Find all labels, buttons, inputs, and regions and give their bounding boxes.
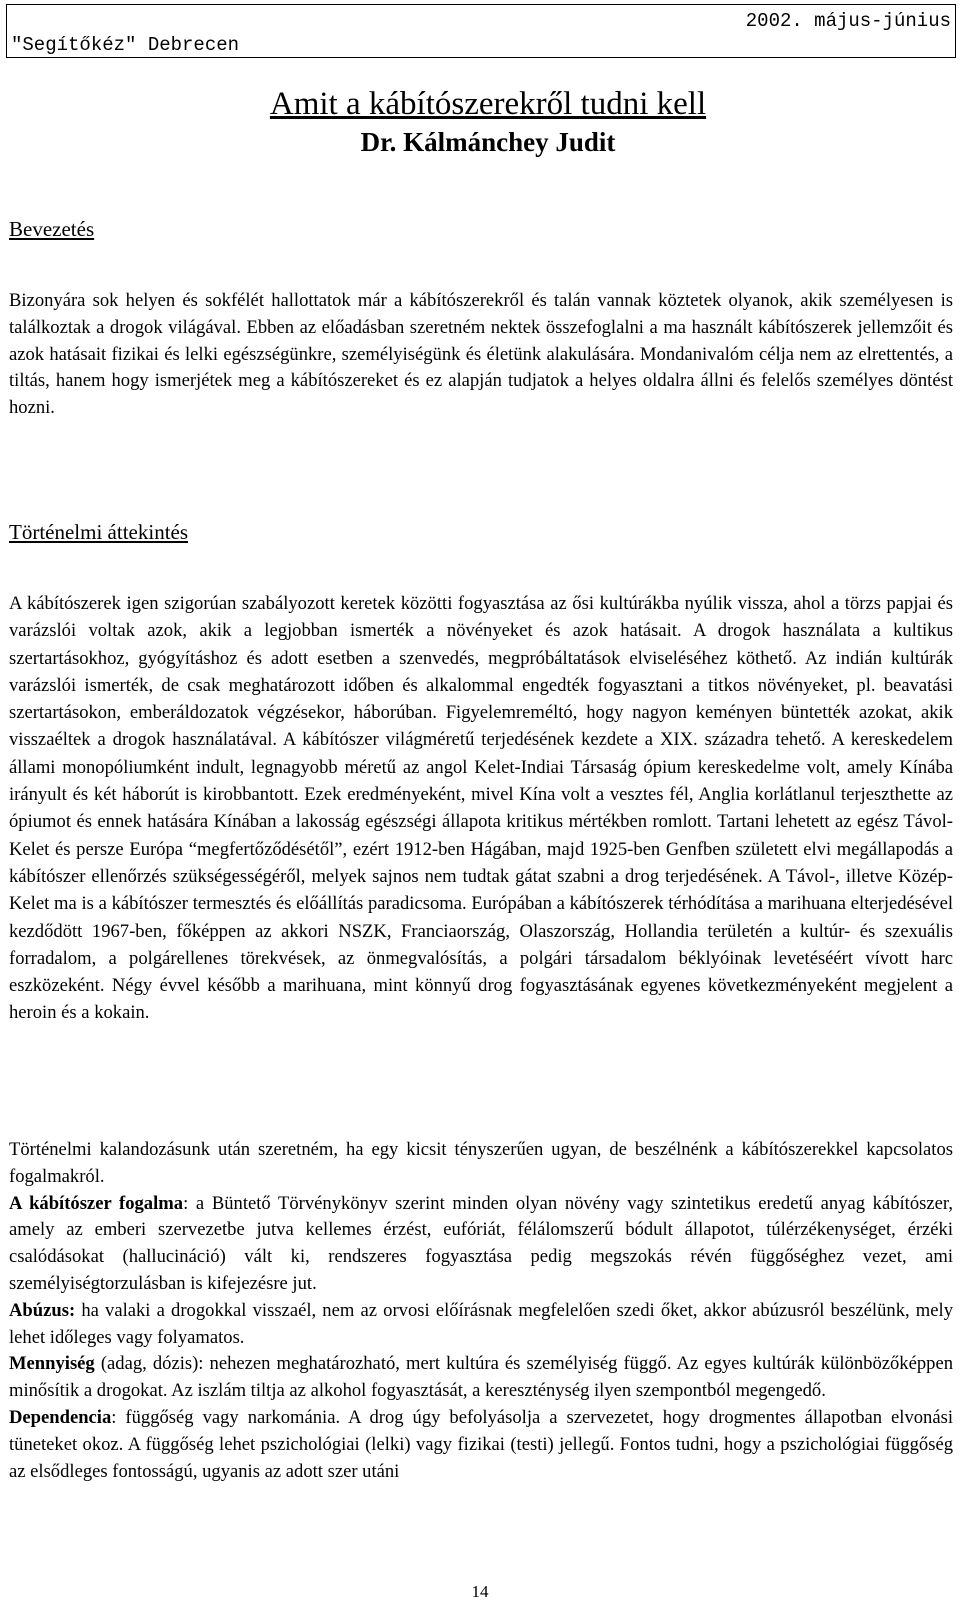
page-number: 14	[471, 1582, 489, 1601]
definition-term: Abúzus:	[9, 1299, 76, 1321]
definition-text: (adag, dózis): nehezen meghatározható, mert kultúra és személyiség függő. Az egyes kultúrák különbözőképpen minősítik a drogokat. Az iszlám tiltja az alkohol fogyasztását, a kereszténység ilyen szempontból megengedő.	[9, 1353, 953, 1402]
definition-term: A kábítószer fogalma	[9, 1192, 184, 1214]
paragraph-history: A kábítószerek igen szigorúan szabályozott keretek közötti fogyasztása az ősi kultúrákba nyúlik vissza, ahol a törzs papjai és varázslói voltak azok, akik a legjobban ismerték a növényeket és azok hatásait. A drogok használata a kultikus szertartásokhoz, gyógyításhoz és adott esetben a szenvedés, megpróbáltatások elviseléséhez köthető. Az indián kultúrák varázslói ismerték, de csak meghatározott időben és alkalommal engedték fogyasztani a titkos növényeket, pl. beavatási szertartásokon, emberáldozatok végzésekor, háborúban. Figyelemreméltó, hogy nagyon keményen büntették azokat, akik visszaéltek a drogok használatával. A kábítószer világméretű terjedésének kezdete a XIX. századra tehető. A kereskedelem állami monopóliumként indult, legnagyobb méretű az angol Kelet-Indiai Társaság ópium kereskedelme volt, amely Kínába irányult és két háborút is kirobbantott. Ezek eredményeként, mivel Kína volt a vesztes fél, Anglia korlátlanul terjeszthette az ópiumot és ennek hatására Kínában a lakosság egészségi állapota kritikus mértékben romlott. Tartani lehetett az egész Távol-Kelet és persze Európa “megfertőződésétől”, ezért 1912-ben Hágában, majd 1925-ben Genfben született elvi megállapodás a kábítószer ellenőrzés szükségességéről, melyek sajnos nem tudtak gátat szabni a drog terjedésének. A Távol-, illetve Közép-Kelet ma is a kábítószer termesztés és előállítás paradicsoma. Európában a kábítószerek térhódítása a marihuana elterjedésével kezdődött 1967-ben, főképpen az akkori NSZK, Franciaország, Olaszország, Hollandia területén a kultúr- és szexuális forradalom, a polgárellenes törekvések, az önmegvalósítás, a polgári társadalom béklyóinak levetéséért vívott harc eszközeként. Négy évvel később a marihuana, mint könnyű drog fogyasztásának egyenes következményeként megjelent a heroin és a kokain.	[9, 593, 953, 1024]
article-author: Dr. Kálmánchey Judit	[360, 127, 616, 157]
article-title: Amit a kábítószerekről tudni kell	[269, 86, 707, 122]
definition-kabitoszer: A kábítószer fogalma: a Büntető Törvénykönyv szerint minden olyan növény vagy szintetikus eredetű anyag kábítószer, amely az emberi szervezetbe jutva kellemes érzést, eufóriát, félálomszerű bódult állapotot, túlérzékenységet, érzéki csalódásokat (hallucináció) vált ki, rendszeres fogyasztása pedig megszokás révén függőséghez vezet, ami személyiségtorzulásban is kifejezésre jut.	[9, 1192, 953, 1294]
title-block	[0, 84, 960, 160]
definition-text: ha valaki a drogokkal visszaél, nem az orvosi előírásnak megfelelően szedi őket, akkor abúzusról beszélünk, mely lehet időleges vagy folyamatos.	[9, 1299, 953, 1348]
paragraph-intro: Bizonyára sok helyen és sokfélét hallottatok már a kábítószerekről és talán vannak köztetek olyanok, akik személyesen is találkoztak a drogok világával. Ebben az előadásban szeretném nektek összefoglalni a ma használt kábítószerek jellemzőit és azok hatásait fizikai és lelki egészségünkre, személyiségünk és életünk alakulására. Mondanivalóm célja nem az elrettentés, a tiltás, hanem hogy ismerjétek meg a kábítószereket és ez alapján tudjatok a helyes oldalra állni és felelős személyes döntést hozni.	[9, 290, 953, 419]
section-heading-history: Történelmi áttekintés	[9, 520, 189, 544]
paragraph-concepts-intro: Történelmi kalandozásunk után szeretném, ha egy kicsit tényszerűen ugyan, de beszélnénk a kábítószerekkel kapcsolatos fogalmakról.	[9, 1139, 953, 1187]
section-heading-intro: Bevezetés	[9, 217, 95, 241]
definition-text: függőség vagy narkománia. A drog úgy befolyásolja a szervezetet, hogy drogmentes állapotban elvonási tüneteket okoz. A függőség lehet pszichológiai (lelki) vagy fizikai (testi) jellegű. Fontos tudni, hogy a pszichológiai függőség az elsődleges fontosságú, ugyanis az adott szer utáni	[9, 1406, 953, 1482]
running-header	[6, 4, 956, 58]
definition-abuzus	[9, 1298, 953, 1352]
definition-dependencia: Dependencia: függőség vagy narkománia. A drog úgy befolyásolja a szervezetet, hogy drogmentes állapotban elvonási tüneteket okoz. A függőség lehet pszichológiai (lelki) vagy fizikai (testi) jellegű. Fontos tudni, hogy a pszichológiai függőség az elsődleges fontosságú, ugyanis az adott szer utáni	[9, 1406, 953, 1482]
definition-term: Mennyiség	[9, 1353, 95, 1375]
definition-mennyiseg	[9, 1351, 953, 1405]
definition-term: Dependencia	[9, 1406, 112, 1428]
header-date: 2002. május-június	[745, 10, 951, 32]
definition-text: a Büntető Törvénykönyv szerint minden olyan növény vagy szintetikus eredetű anyag kábítószer, amely az emberi szervezetbe jutva kellemes érzést, eufóriát, félálomszerű bódult állapotot, túlérzékenységet, érzéki csalódásokat (hallucináció) vált ki, rendszeres fogyasztása pedig megszokás révén függőséghez vezet, ami személyiségtorzulásban is kifejezésre jut.	[9, 1192, 953, 1294]
definitions-block	[9, 1137, 953, 1485]
header-publication: "Segítőkéz" Debrecen	[11, 34, 240, 56]
